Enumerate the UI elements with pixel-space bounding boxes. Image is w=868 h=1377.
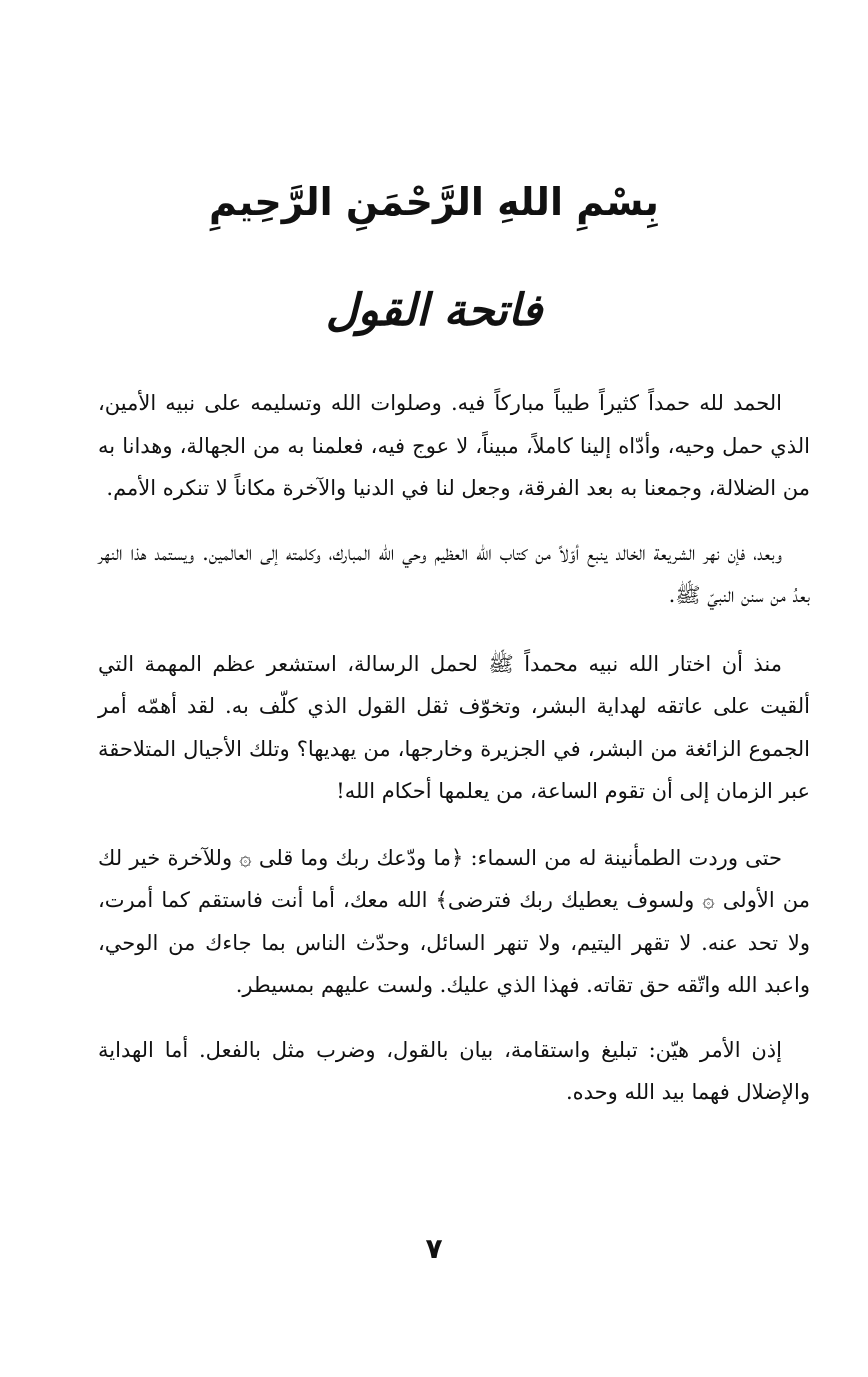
paragraph-3: منذ أن اختار الله نبيه محمداً ﷺ لحمل الرسالة، استشعر عظم المهمة التي ألقيت على عاتقه لهداية البشر، وتخوّف ثقل القول الذي كلّف به. لقد أهمّه أمر الجموع الزائغة من البشر، في الجزيرة وخارجها، من يهديها؟ وتلك الأجيال المتلاحقة عبر الزمان إلى أن تقوم الساعة، من يعلمها أحكام الله! (98, 651, 810, 803)
paragraph-2: وبعد، فإن نهر الشريعة الخالد ينبع أوّلاً من كتاب الله العظيم وحي الله المبارك، وكلمته إلى العالمين. ويستمد هذا النهر بعدُ من سنن النبيّ ﷺ. (98, 540, 810, 607)
body-text (98, 382, 810, 1114)
paragraph-5: إذن الأمر هيّن: تبليغ واستقامة، بيان بالقول، وضرب مثل بالفعل. أما الهداية والإضلال فهما بيد الله وحده. (98, 1037, 810, 1104)
paragraph-1: الحمد لله حمداً كثيراً طيباً مباركاً فيه. وصلوات الله وتسليمه على نبيه الأمين، الذي حمل وحيه، وأدّاه إلينا كاملاً، مبيناً، لا عوج فيه، فعلمنا به من الجهالة، وهدانا به من الضلالة، وجمعنا به بعد الفرقة، وجعل لنا في الدنيا والآخرة مكاناً لا تنكره الأمم. (98, 391, 810, 500)
paragraph-4: حتى وردت الطمأنينة له من السماء: ﴿ما ودّعك ربك وما قلى ۞ وللآخرة خير لك من الأولى ۞ ولسوف يعطيك ربك فترضى﴾ الله معك، أما أنت فاستقم كما أمرت، ولا تحد عنه. لا تقهر اليتيم، ولا تنهر السائل، وحدّث الناس بما جاءك من الوحي، واعبد الله واتّقه حق تقاته. فهذا الذي عليك. ولست عليهم بمسيطر. (98, 845, 810, 997)
basmala-header: بِسْمِ اللهِ الرَّحْمَنِ الرَّحِيمِ (209, 180, 659, 224)
chapter-heading: فاتحة القول (325, 285, 543, 336)
page-number: ٧ (425, 1232, 443, 1265)
